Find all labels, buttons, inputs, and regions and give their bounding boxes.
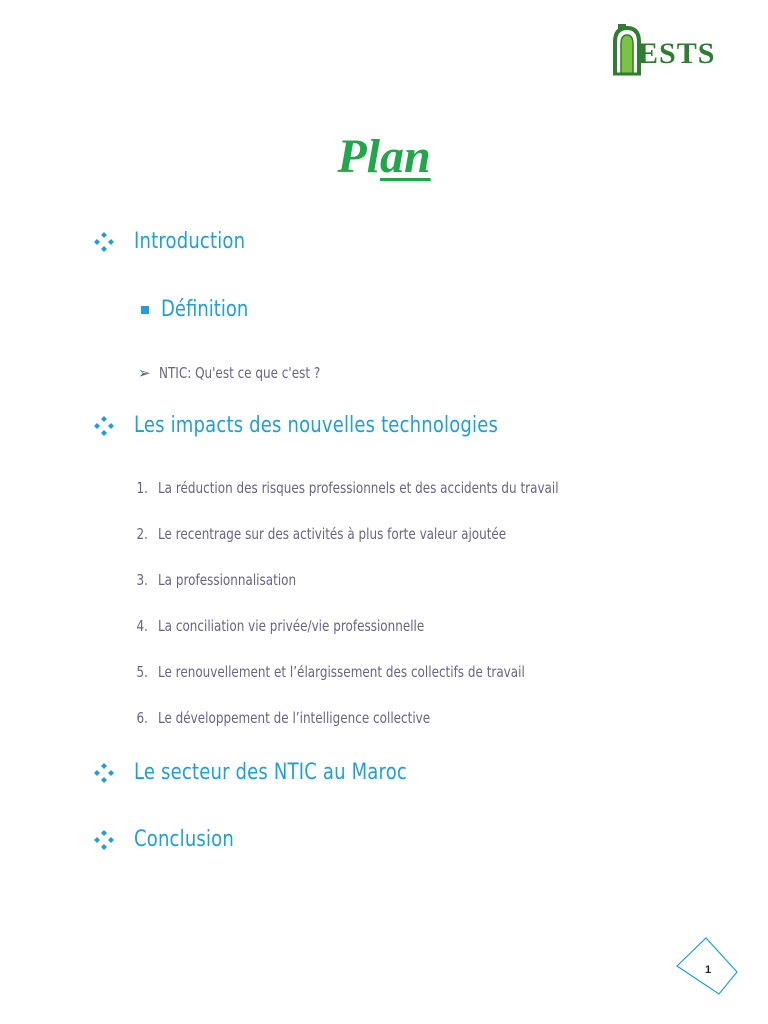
list-item: [124, 525, 593, 543]
list-item: [124, 571, 331, 589]
section-label: Les impacts des nouvelles technologies: [134, 413, 499, 438]
list-item: [124, 479, 659, 497]
school-logo: [612, 24, 736, 76]
diamond-bullet-icon: [92, 230, 116, 254]
diamond-bullet-icon: [92, 761, 116, 785]
list-item: [124, 663, 617, 681]
list-item-number: 4.: [136, 617, 148, 635]
list-item-label: La conciliation vie privée/vie professionnelle: [158, 617, 425, 635]
section-ntic-maroc: [92, 760, 467, 785]
title-underlined: an: [379, 130, 431, 183]
square-bullet-icon: [141, 306, 149, 314]
section-conclusion: [92, 827, 256, 852]
page-number-badge: [675, 936, 739, 996]
section-impacts: [92, 413, 578, 438]
section-label: Introduction: [134, 229, 246, 254]
page-number: 1: [704, 964, 712, 976]
list-item-label: La professionnalisation: [158, 571, 297, 589]
subitem-ntic: [138, 364, 360, 382]
list-item-label: Le renouvellement et l’élargissement des collectifs de travail: [158, 663, 525, 681]
diamond-bullet-icon: [92, 414, 116, 438]
list-item-number: 2.: [136, 525, 148, 543]
list-item-number: 1.: [136, 479, 148, 497]
subitem-label: NTIC: Qu'est ce que c'est ?: [158, 364, 320, 382]
diamond-bullet-icon: [92, 828, 116, 852]
section-label: Conclusion: [134, 827, 234, 852]
list-item: [124, 617, 491, 635]
list-item-label: Le recentrage sur des activités à plus forte valeur ajoutée: [158, 525, 507, 543]
subsection-label: Définition: [161, 297, 249, 322]
list-item-label: La réduction des risques professionnels et des accidents du travail: [158, 479, 559, 497]
list-item: [124, 709, 498, 727]
arrow-bullet-icon: ➢: [138, 364, 151, 382]
page-title: [0, 130, 768, 183]
list-item-label: Le développement de l’intelligence collective: [158, 709, 431, 727]
section-label: Le secteur des NTIC au Maroc: [134, 760, 408, 785]
list-item-number: 3.: [136, 571, 148, 589]
section-introduction: [92, 229, 270, 254]
title-prefix: Pl: [337, 130, 380, 183]
logo-text: ESTS: [638, 37, 716, 70]
list-item-number: 5.: [136, 663, 148, 681]
list-item-number: 6.: [136, 709, 148, 727]
subsection-definition: [141, 297, 268, 322]
